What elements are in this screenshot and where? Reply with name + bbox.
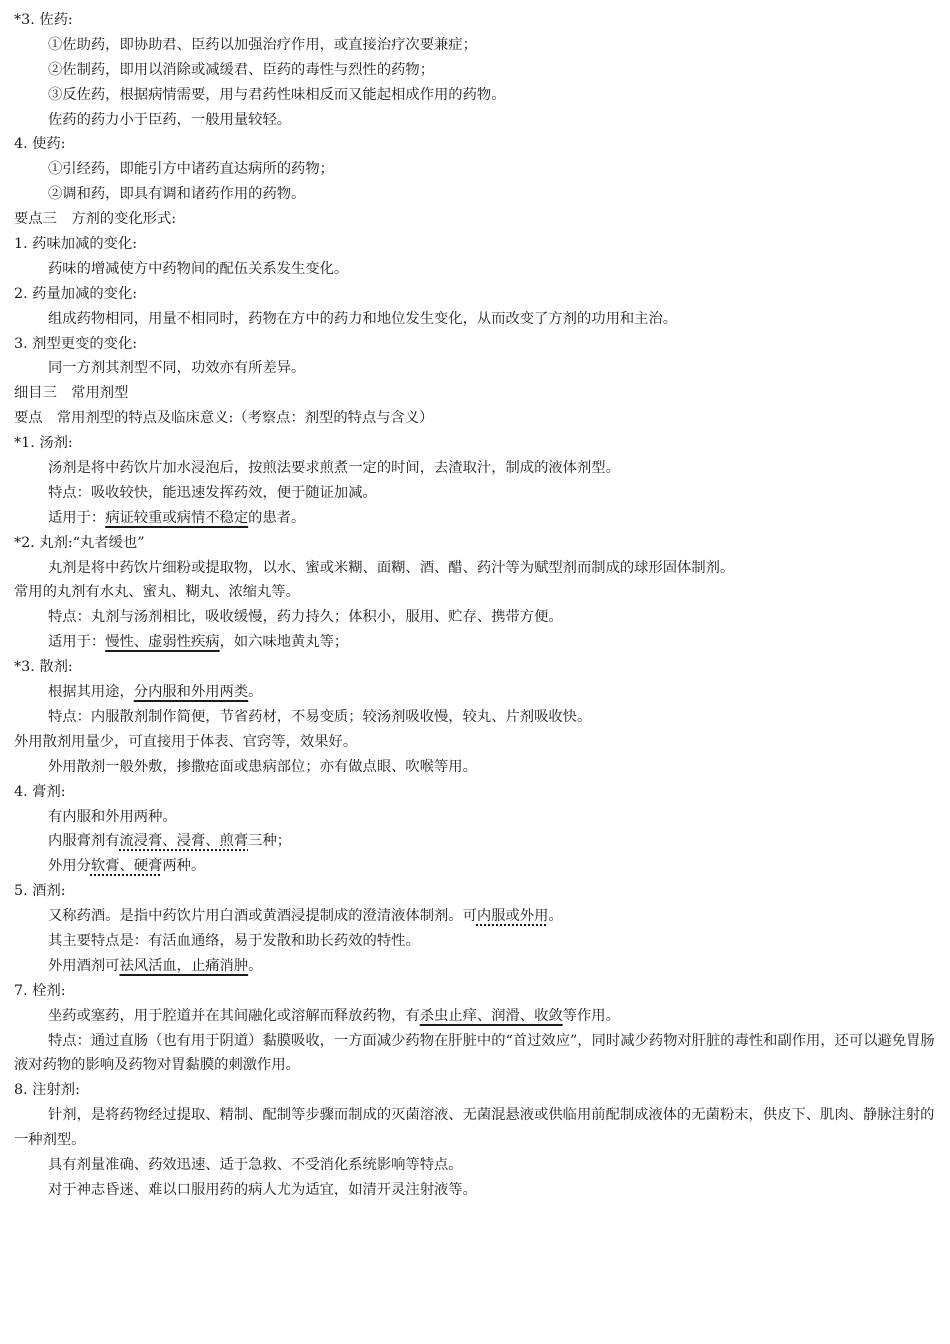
text-line: ②佐制药，即用以消除或减缓君、臣药的毒性与烈性的药物； <box>48 61 435 78</box>
text-line: 特点：吸收较快，能迅速发挥药效，便于随证加减。 <box>48 484 377 501</box>
text-line: 同一方剂其剂型不同，功效亦有所差异。 <box>48 360 306 377</box>
text-span: 外用酒剂可 <box>48 957 120 974</box>
text-line: ①引经药，即能引方中诸药直达病所的药物； <box>48 161 334 178</box>
underlined-key-point: 祛风活血，止痛消肿 <box>119 957 249 974</box>
text-line <box>14 1004 938 1029</box>
section-heading: 要点三 方剂的变化形式: <box>14 211 177 228</box>
text-span: 。 <box>248 684 263 701</box>
text-line <box>14 630 938 655</box>
text-line <box>14 854 938 879</box>
section-heading: *3. 佐药: <box>14 12 73 28</box>
text-line: 丸剂是将中药饮片细粉或提取物，以水、蜜或米糊、面糊、酒、醋、药汁等为赋型剂而制成的球形固体制剂。 <box>48 559 735 576</box>
text-span: 三种； <box>248 833 292 850</box>
text-line: 特点：丸剂与汤剂相比，吸收缓慢，药力持久；体积小，服用、贮存、携带方便。 <box>48 609 563 626</box>
underlined-key-point: 病证较重或病情不稳定 <box>105 509 249 526</box>
text-line: 具有剂量准确、药效迅速、适于急救、不受消化系统影响等特点。 <box>48 1157 463 1174</box>
text-line: 汤剂是将中药饮片加水浸泡后，按煎法要求煎煮一定的时间，去渣取汁，制成的液体剂型。 <box>48 460 620 477</box>
text-line <box>14 506 938 531</box>
text-span: 。 <box>548 908 563 925</box>
section-heading: 5. 酒剂: <box>14 883 66 900</box>
text-line: 外用散剂用量少，可直接用于体表、官窍等，效果好。 <box>14 733 358 750</box>
dotted-underlined-key-point: 内服或外用 <box>476 908 549 925</box>
text-span: 两种。 <box>162 858 206 875</box>
text-line: 药味的增减使方中药物间的配伍关系发生变化。 <box>48 260 349 277</box>
text-span: 内服膏剂有 <box>48 833 120 850</box>
section-heading: 7. 栓剂: <box>14 982 66 999</box>
text-line <box>14 829 938 854</box>
text-paragraph: 针剂，是将药物经过提取、精制、配制等步骤而制成的灭菌溶液、无菌混悬液或供临用前配制成液体的无菌粉末，供皮下、肌肉、静脉注射的一种剂型。 <box>14 1107 935 1149</box>
section-heading: 2. 药量加减的变化: <box>14 285 138 302</box>
section-heading: 细目三 常用剂型 <box>14 385 129 402</box>
section-heading: 8. 注射剂: <box>14 1082 80 1099</box>
text-line: 有内服和外用两种。 <box>48 808 177 825</box>
text-line: 常用的丸剂有水丸、蜜丸、糊丸、浓缩丸等。 <box>14 584 300 601</box>
text-span: 等作用。 <box>562 1007 620 1024</box>
text-line: ③反佐药，根据病情需要，用与君药性味相反而又能起相成作用的药物。 <box>48 86 506 103</box>
text-span: 适用于： <box>48 634 106 651</box>
text-line <box>14 904 938 929</box>
underlined-key-point: 杀虫止痒、润滑、收敛 <box>419 1007 563 1024</box>
dotted-underlined-key-point: 流浸膏、浸膏、煎膏 <box>119 833 249 850</box>
text-span: 根据其用途， <box>48 684 134 701</box>
text-line: 组成药物相同，用量不相同时，药物在方中的药力和地位发生变化，从而改变了方剂的功用和主治。 <box>48 310 678 327</box>
text-line: 特点：内服散剂制作简便，节省药材，不易变质；较汤剂吸收慢，较丸、片剂吸收快。 <box>48 708 592 725</box>
text-span: ，如六味地黄丸等； <box>219 634 349 651</box>
text-span: 又称药酒。是指中药饮片用白酒或黄酒浸提制成的澄清液体制剂。可 <box>48 908 477 925</box>
section-heading: 4. 使药: <box>14 136 66 153</box>
text-span: 适用于： <box>48 509 106 526</box>
text-line: 佐药的药力小于臣药，一般用量较轻。 <box>48 111 292 128</box>
text-line: ②调和药，即具有调和诸药作用的药物。 <box>48 186 306 203</box>
text-paragraph: 特点：通过直肠（也有用于阴道）黏膜吸收，一方面减少药物在肝脏中的“首过效应”，同时减少药物对肝脏的毒性和副作用，还可以避免胃肠液对药物的影响及药物对胃黏膜的刺激作用。 <box>14 1032 935 1074</box>
text-line <box>14 954 938 979</box>
text-line: 对于神志昏迷、难以口服用药的病人尤为适宜，如清开灵注射液等。 <box>48 1181 477 1198</box>
text-span: 。 <box>248 957 263 974</box>
section-heading: *1. 汤剂: <box>14 435 73 452</box>
text-span: 的患者。 <box>248 509 306 526</box>
text-span: 外用分 <box>48 858 91 875</box>
text-line: 其主要特点是：有活血通络，易于发散和助长药效的特性。 <box>48 932 420 949</box>
dotted-underlined-key-point: 软膏、硬膏 <box>90 858 163 875</box>
document-page <box>14 8 938 1203</box>
text-line <box>14 680 938 705</box>
section-heading: 1. 药味加减的变化: <box>14 236 138 253</box>
section-heading: 要点 常用剂型的特点及临床意义:（考察点：剂型的特点与含义） <box>14 410 434 427</box>
section-heading: 4. 膏剂: <box>14 783 66 800</box>
section-heading: 3. 剂型更变的变化: <box>14 335 138 352</box>
section-heading: *2. 丸剂:“丸者缓也” <box>14 534 145 551</box>
text-line: ①佐助药，即协助君、臣药以加强治疗作用，或直接治疗次要兼症； <box>48 36 477 53</box>
underlined-key-point: 分内服和外用两类 <box>133 684 249 701</box>
underlined-key-point: 慢性、虚弱性疾病 <box>105 634 220 651</box>
text-line: 外用散剂一般外敷，掺撒疮面或患病部位；亦有做点眼、吹喉等用。 <box>48 758 477 775</box>
section-heading: *3. 散剂: <box>14 659 73 676</box>
text-span: 坐药或塞药，用于腔道并在其间融化或溶解而释放药物，有 <box>48 1007 420 1024</box>
